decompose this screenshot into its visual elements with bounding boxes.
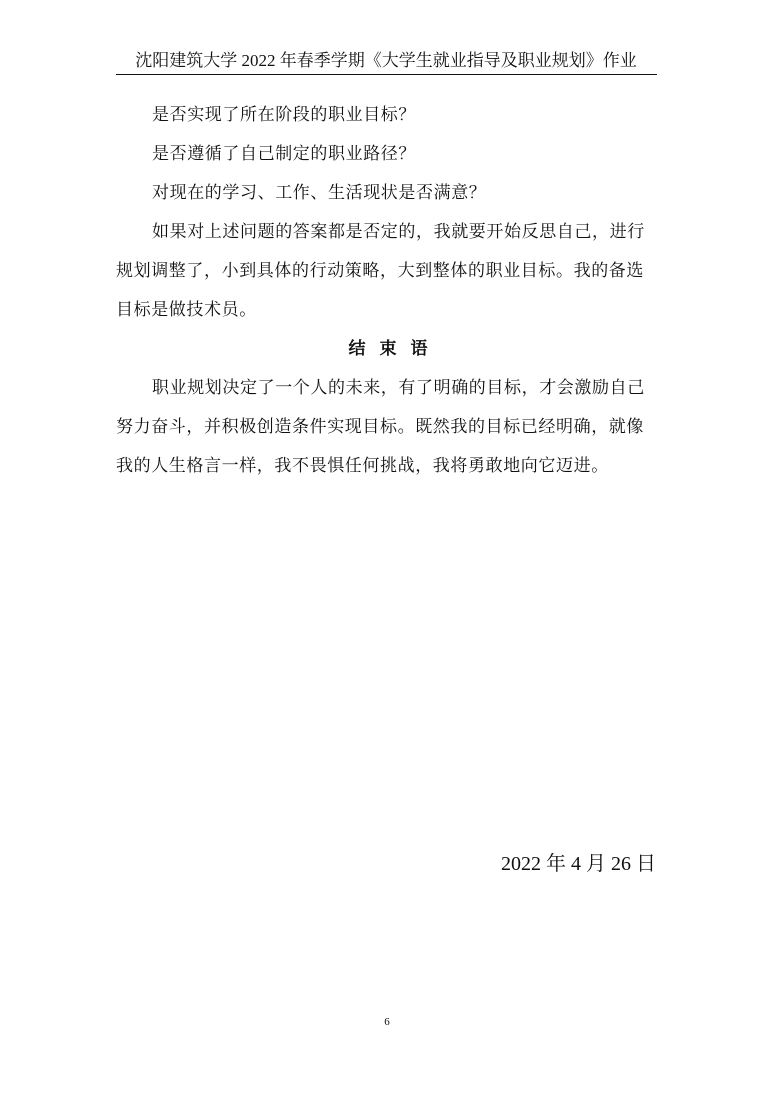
document-body [116,96,660,486]
paragraph-line: 是否实现了所在阶段的职业目标？ [152,105,416,125]
page-number: 6 [384,1016,390,1028]
paragraph-line: 如果对上述问题的答案都是否定的，我就要开始反思自己，进行 [152,222,645,242]
paragraph-line: 规划调整了，小到具体的行动策略，大到整体的职业目标。我的备选 [116,261,644,281]
page-header: 沈阳建筑大学 2022 年春季学期《大学生就业指导及职业规划》作业 [135,51,637,70]
conclusion-line: 努力奋斗，并积极创造条件实现目标。既然我的目标已经明确，就像 [116,417,644,437]
signature-date: 2022 年 4 月 26 日 [501,853,656,875]
paragraph-line: 是否遵循了自己制定的职业路径？ [152,144,416,164]
paragraph-line: 对现在的学习、工作、生活现状是否满意？ [152,183,487,203]
header-divider [116,74,657,75]
section-heading: 结束语 [348,339,442,359]
conclusion-line: 我的人生格言一样，我不畏惧任何挑战，我将勇敢地向它迈进。 [116,456,609,476]
conclusion-line: 职业规划决定了一个人的未来，有了明确的目标，才会激励自己 [152,378,645,398]
paragraph-line: 目标是做技术员。 [116,300,257,320]
